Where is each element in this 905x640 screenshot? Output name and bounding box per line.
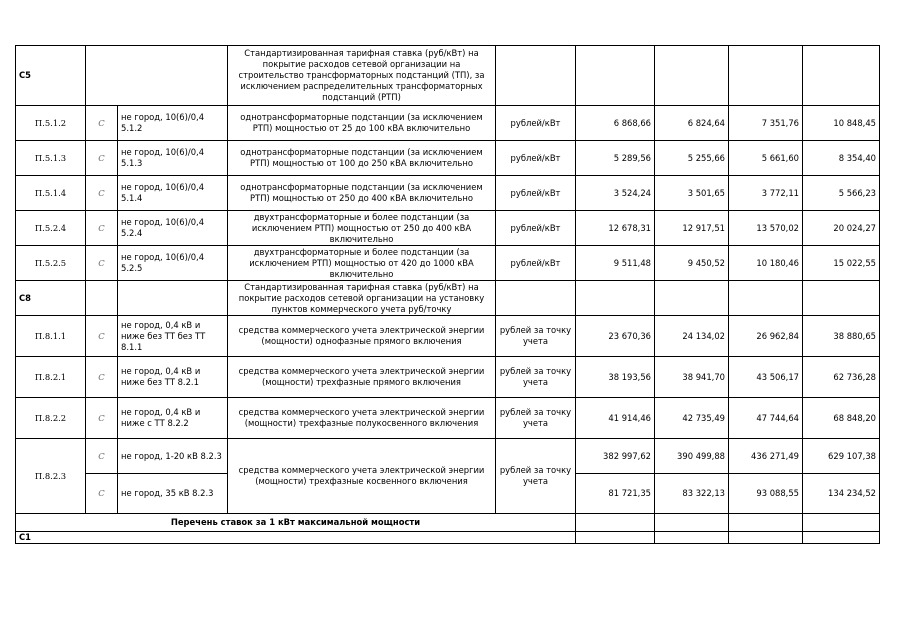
row-code: П.5.2.4 (16, 211, 86, 246)
row-code: П.5.1.3 (16, 141, 86, 176)
value-cell: 12 917,51 (655, 211, 729, 246)
value-cell: 43 506,17 (729, 357, 803, 398)
row-description: средства коммерческого учета электрической энергии (мощности) однофазные прямого включения (228, 316, 496, 357)
category-glyph: C (86, 211, 118, 246)
row-unit: рублей/кВт (496, 211, 576, 246)
value-cell: 10 848,45 (803, 106, 880, 141)
value-cell: 26 962,84 (729, 316, 803, 357)
row-category: не город, 10(6)/0,4 5.1.2 (118, 106, 228, 141)
table-row (16, 398, 880, 439)
value-cell: 5 661,60 (729, 141, 803, 176)
value-cell: 41 914,46 (576, 398, 655, 439)
row-unit: рублей за точку учета (496, 357, 576, 398)
row-code: П.5.1.4 (16, 176, 86, 211)
table-row (16, 211, 880, 246)
row-category: не город, 0,4 кВ и ниже без ТТ 8.2.1 (118, 357, 228, 398)
value-cell: 7 351,76 (729, 106, 803, 141)
value-cell: 390 499,88 (655, 439, 729, 474)
value-cell: 24 134,02 (655, 316, 729, 357)
row-description: средства коммерческого учета электрической энергии (мощности) трехфазные косвенного включения (228, 439, 496, 514)
section-title: Стандартизированная тарифная ставка (руб/кВт) на покрытие расходов сетевой организации на строительство трансформаторных подстанций (ТП), за исключением распределительных трансформаторных подстанций (РТП) (228, 46, 496, 106)
row-unit: рублей/кВт (496, 246, 576, 281)
table-row (16, 106, 880, 141)
value-cell: 5 289,56 (576, 141, 655, 176)
value-cell: 38 880,65 (803, 316, 880, 357)
category-glyph: C (86, 141, 118, 176)
value-cell: 9 450,52 (655, 246, 729, 281)
value-cell: 15 022,55 (803, 246, 880, 281)
value-cell: 13 570,02 (729, 211, 803, 246)
value-cell: 38 193,56 (576, 357, 655, 398)
category-glyph: C (86, 246, 118, 281)
row-description: средства коммерческого учета электрической энергии (мощности) трехфазные прямого включения (228, 357, 496, 398)
table-row (16, 357, 880, 398)
value-cell: 12 678,31 (576, 211, 655, 246)
value-cell: 10 180,46 (729, 246, 803, 281)
value-cell: 68 848,20 (803, 398, 880, 439)
row-code: П.5.2.5 (16, 246, 86, 281)
footer-row (16, 514, 880, 532)
row-category: не город, 10(6)/0,4 5.2.4 (118, 211, 228, 246)
section-row-c5 (16, 46, 880, 106)
category-glyph: C (86, 106, 118, 141)
category-glyph: C (86, 357, 118, 398)
section-label: С1 (16, 532, 576, 544)
row-category: не город, 35 кВ 8.2.3 (118, 474, 228, 514)
value-cell: 20 024,27 (803, 211, 880, 246)
section-row-c1 (16, 532, 880, 544)
category-glyph: C (86, 398, 118, 439)
row-unit: рублей/кВт (496, 176, 576, 211)
value-cell: 42 735,49 (655, 398, 729, 439)
row-category: не город, 1-20 кВ 8.2.3 (118, 439, 228, 474)
row-code: П.8.1.1 (16, 316, 86, 357)
value-cell: 62 736,28 (803, 357, 880, 398)
row-unit: рублей за точку учета (496, 398, 576, 439)
row-category: не город, 10(6)/0,4 5.2.5 (118, 246, 228, 281)
table-row (16, 176, 880, 211)
value-cell: 134 234,52 (803, 474, 880, 514)
row-code: П.8.2.3 (16, 439, 86, 514)
value-cell: 629 107,38 (803, 439, 880, 474)
row-code: П.5.1.2 (16, 106, 86, 141)
tariff-table (15, 45, 880, 544)
value-cell: 38 941,70 (655, 357, 729, 398)
row-unit: рублей за точку учета (496, 316, 576, 357)
value-cell: 3 501,65 (655, 176, 729, 211)
value-cell: 3 524,24 (576, 176, 655, 211)
row-category: не город, 10(6)/0,4 5.1.4 (118, 176, 228, 211)
value-cell: 93 088,55 (729, 474, 803, 514)
row-unit: рублей за точку учета (496, 439, 576, 514)
category-glyph: C (86, 474, 118, 514)
category-glyph: C (86, 439, 118, 474)
row-category: не город, 0,4 кВ и ниже без ТТ без ТТ 8.1.1 (118, 316, 228, 357)
row-description: средства коммерческого учета электрической энергии (мощности) трехфазные полукосвенного включения (228, 398, 496, 439)
value-cell: 81 721,35 (576, 474, 655, 514)
table-row (16, 439, 880, 474)
row-code: П.8.2.2 (16, 398, 86, 439)
row-description: двухтрансформаторные и более подстанции (за исключением РТП) мощностью от 250 до 400 кВА включительно (228, 211, 496, 246)
value-cell: 382 997,62 (576, 439, 655, 474)
row-category: не город, 10(6)/0,4 5.1.3 (118, 141, 228, 176)
section-row-c8 (16, 281, 880, 316)
section-title: Стандартизированная тарифная ставка (руб/кВт) на покрытие расходов сетевой организации на установку пунктов коммерческого учета руб/точку (228, 281, 496, 316)
value-cell: 8 354,40 (803, 141, 880, 176)
value-cell: 23 670,36 (576, 316, 655, 357)
row-description: однотрансформаторные подстанции (за исключением РТП) мощностью от 25 до 100 кВА включительно (228, 106, 496, 141)
row-description: двухтрансформаторные и более подстанции (за исключением РТП) мощностью от 420 до 1000 кВА включительно (228, 246, 496, 281)
row-description: однотрансформаторные подстанции (за исключением РТП) мощностью от 250 до 400 кВА включительно (228, 176, 496, 211)
table-row (16, 316, 880, 357)
category-glyph: C (86, 316, 118, 357)
value-cell: 436 271,49 (729, 439, 803, 474)
value-cell: 6 868,66 (576, 106, 655, 141)
value-cell: 6 824,64 (655, 106, 729, 141)
value-cell: 47 744,64 (729, 398, 803, 439)
row-category: не город, 0,4 кВ и ниже с ТТ 8.2.2 (118, 398, 228, 439)
row-description: однотрансформаторные подстанции (за исключением РТП) мощностью от 100 до 250 кВА включительно (228, 141, 496, 176)
value-cell: 3 772,11 (729, 176, 803, 211)
value-cell: 9 511,48 (576, 246, 655, 281)
category-glyph: C (86, 176, 118, 211)
row-unit: рублей/кВт (496, 106, 576, 141)
footer-title: Перечень ставок за 1 кВт максимальной мощности (16, 514, 576, 532)
value-cell: 83 322,13 (655, 474, 729, 514)
section-label: С8 (16, 281, 86, 316)
row-unit: рублей/кВт (496, 141, 576, 176)
section-label: С5 (16, 46, 86, 106)
table-row (16, 246, 880, 281)
table-row (16, 141, 880, 176)
row-code: П.8.2.1 (16, 357, 86, 398)
value-cell: 5 566,23 (803, 176, 880, 211)
value-cell: 5 255,66 (655, 141, 729, 176)
